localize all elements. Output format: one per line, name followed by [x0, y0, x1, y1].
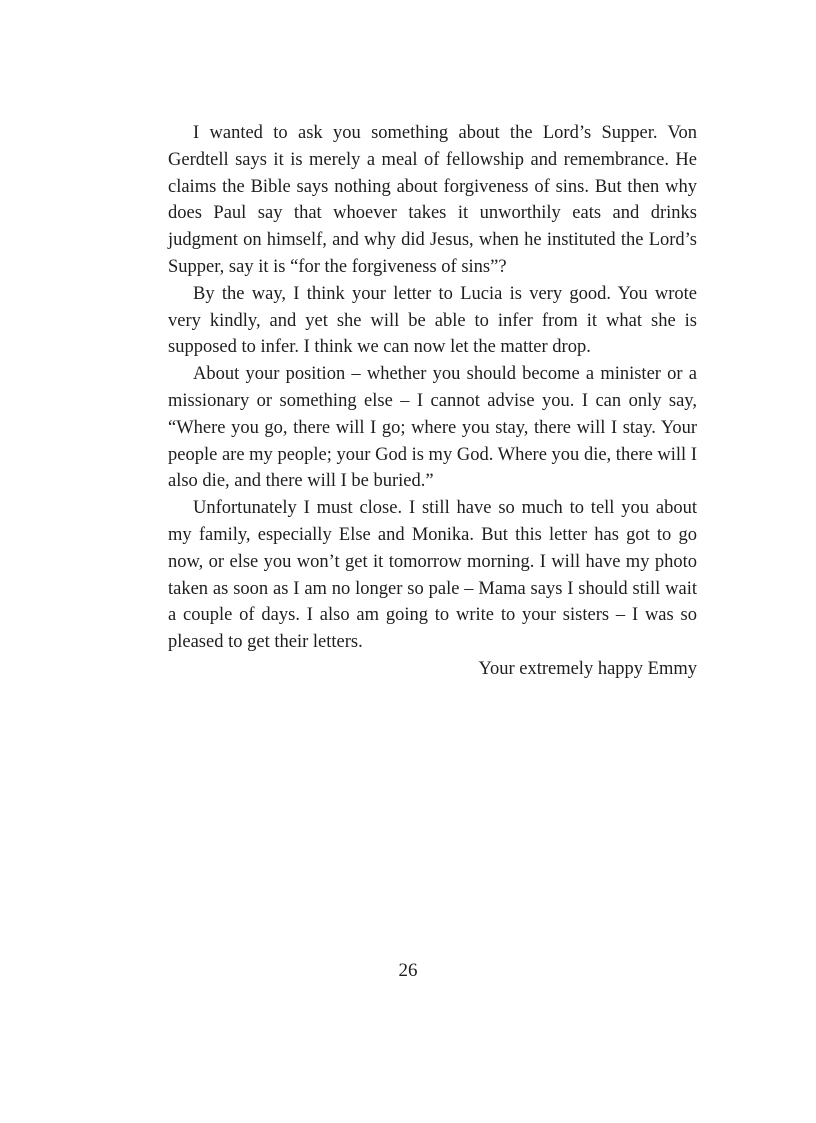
- signoff: Your extremely happy Emmy: [478, 658, 697, 679]
- paragraph-lords-supper: I wanted to ask you something about the Lord’s Supper. Von Gerdtell says it is merely a meal of fellowship and remembrance. He claims the Bible says nothing about forgiveness of sins. But then why does Paul say that whoever takes it unworthily eats and drinks judgment on himself, and why did Jesus, when he instituted the Lord’s Supper, say it is “for the forgiveness of sins”?: [168, 123, 697, 277]
- paragraph-closing: Unfortunately I must close. I still have so much to tell you about my family, especially Else and Monika. But this letter has got to go now, or else you won’t get it tomorrow morning. I will have my photo taken as soon as I am no longer so pale – Mama says I should still wait a couple of days. I also am going to write to your sisters – I was so pleased to get their letters.: [168, 498, 697, 653]
- paragraph-position: About your position – whether you should become a minister or a missionary or something else – I cannot advise you. I can only say, “Where you go, there will I go; where you stay, there will I stay. Your people are my people; your God is my God. Where you die, there will I also die, and there will I be buried.”: [168, 364, 697, 492]
- letter-body: [168, 120, 697, 683]
- paragraph-letter-to-lucia: By the way, I think your letter to Lucia is very good. You wrote very kindly, and yet she will be able to infer from it what she is supposed to infer. I think we can now let the matter drop.: [168, 283, 697, 358]
- page-number: 26: [398, 960, 418, 981]
